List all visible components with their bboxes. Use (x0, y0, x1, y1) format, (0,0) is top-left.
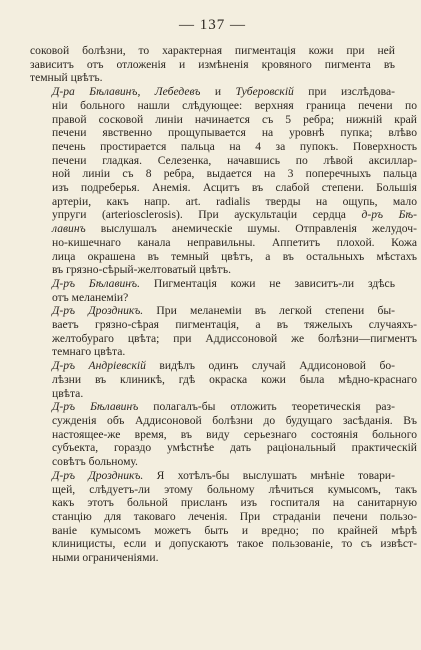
text-run: Я хотѣлъ-бы выслушать мнѣніе товари- (143, 468, 395, 482)
text-run: изъ подреберья. Анемія. Асцитъ въ слабой степени. Большія (52, 181, 417, 195)
text-line (30, 58, 395, 72)
speaker-name: Туберовскій (235, 85, 294, 99)
text-line (30, 153, 417, 168)
text-run: упруги (arteriosclerosis). При аускультаціи сердца (52, 208, 362, 222)
speaker-name: Д-ра Бѣлавинъ, Лебедевъ (52, 85, 201, 99)
text-line (30, 427, 417, 442)
text-run: желтобураго цвѣта; при Аддиссоновой же болѣзни—пигментъ (52, 331, 417, 345)
text-run: въ грязно-сѣрый-желтоватый цвѣтъ. (52, 263, 232, 277)
text-line (30, 551, 395, 565)
text-line (30, 194, 417, 209)
text-line (30, 331, 417, 346)
text-line (30, 249, 417, 264)
text-line (30, 167, 417, 181)
speaker-name: д-ръ Бѣ- (361, 208, 417, 222)
text-run: ными ограниченіями. (52, 551, 159, 565)
text-line (30, 387, 395, 401)
text-line (30, 112, 417, 127)
paragraph (30, 400, 417, 469)
text-run: соковой болѣзни, то характерная пигментація кожи при ней (30, 44, 395, 57)
text-line (30, 208, 417, 222)
text-line (30, 304, 395, 318)
text-line (30, 98, 417, 113)
text-run: темнаго цвѣта. (52, 345, 126, 359)
text-run: печени явственно прощупывается на уровнѣ пупка; влѣво (52, 126, 417, 140)
speaker-name: Д-ръ Дроздникъ. (52, 304, 144, 318)
text-line (30, 291, 395, 305)
text-line (30, 455, 395, 469)
text-line (30, 44, 395, 58)
speaker-name: Д-ръ Андріевскій (52, 359, 146, 373)
text-run: но-кишечнаго канала неправильны. Аппетитъ плохой. Кожа (52, 235, 417, 249)
speaker-name: Д-ръ Бѣлавинъ. (52, 276, 140, 290)
text-run: При меланеміи въ легкой степени бы- (143, 304, 396, 318)
text-run: Пигментація кожи не зависитъ-ли здѣсь (139, 276, 395, 290)
text-run: отъ меланеміи? (52, 290, 129, 304)
text-line (30, 413, 417, 428)
text-line (30, 126, 417, 140)
text-run: зависитъ отъ отложенія и измѣненія кровяного пигмента въ (30, 57, 395, 71)
text-run: клиницисты, если и допускаютъ такое пользованіе, то съ извѣст- (52, 537, 417, 551)
paragraph (30, 85, 417, 277)
text-line (30, 318, 417, 332)
text-run: ной линіи съ 8 ребра, выдается на 3 поперечныхъ пальца (52, 167, 417, 181)
text-run: цвѣта. (52, 386, 84, 400)
text-line (30, 400, 395, 414)
paragraph (30, 44, 395, 85)
text-run: печень простирается пальца на 4 за пупокъ. Поверхность (52, 139, 417, 153)
text-run: темный цвѣтъ. (30, 71, 103, 85)
paragraph (30, 277, 395, 304)
paragraph (30, 359, 417, 400)
text-run: лица окрашена въ темный цвѣтъ, а въ остальныхъ мѣстахъ (52, 249, 417, 263)
speaker-name: Д-ръ Дроздникъ. (52, 468, 144, 482)
text-run: ваетъ грязно-сѣрая пигментація, а въ тяжелыхъ случаяхъ- (52, 318, 417, 332)
text-run: щей, слѣдуетъ-ли этому больному лѣчиться кумысомъ, такъ (52, 482, 417, 496)
text-line (30, 372, 417, 387)
speaker-name: Д-ръ Бѣлавинъ (52, 400, 139, 414)
text-run: видѣлъ одинъ случай Аддисоновой бо- (145, 359, 396, 373)
paragraph (30, 468, 417, 565)
text-line (30, 263, 395, 277)
text-line (30, 496, 417, 510)
text-run: полагалъ-бы отложить теоретическія раз- (138, 400, 395, 414)
text-run: при изслѣдова- (293, 85, 395, 99)
speaker-name: лавинъ (52, 222, 86, 236)
text-line (30, 345, 395, 359)
text-run: субъекта, гораздо умѣстнѣе дать раціональный практическій (52, 441, 417, 455)
text-run: ваніе кумысомъ можетъ быть и вредно; по крайней мѣрѣ (52, 523, 417, 537)
text-line (30, 85, 395, 99)
text-line (30, 235, 417, 250)
text-line (30, 277, 395, 291)
text-run: выслушалъ анемическіе шумы. Отправленія желудоч- (85, 222, 417, 236)
text-run: и (200, 85, 236, 99)
text-line (30, 469, 395, 483)
text-line (30, 537, 417, 551)
text-run: совѣтъ больному. (52, 455, 138, 469)
text-line (30, 482, 417, 497)
text-line (30, 359, 395, 373)
page-body (30, 44, 417, 565)
text-run: правой сосковой линіи начинается съ 5 ребра; нижній край (52, 112, 417, 126)
text-line (30, 71, 395, 85)
text-line (30, 181, 417, 195)
text-line (30, 222, 417, 236)
paragraph (30, 304, 417, 359)
text-run: ніи больного нашли слѣдующее: верхняя граница печени по (52, 98, 417, 112)
text-run: настоящее-же время, въ виду серьезнаго состоянія больного (52, 427, 417, 441)
page-number: — 137 — (179, 17, 246, 33)
text-run: лѣзни въ клиникѣ, гдѣ окраска кожи была мѣдно-краснаго (52, 372, 417, 386)
text-run: станцію для таковаго леченія. При страданіи печени пользо- (52, 509, 417, 523)
text-line (30, 441, 417, 455)
text-line (30, 509, 417, 524)
text-run: артеріи, какъ напр. art. radialis тверды на ощупь, мало (52, 194, 417, 208)
text-run: печени гладкая. Селезенка, начавшись по лѣвой аксиллар- (52, 153, 417, 167)
text-run: какъ этотъ больной присланъ изъ госпиталя на санитарную (52, 496, 417, 510)
text-run: сужденія объ Аддисоновой болѣзни до будущаго засѣданія. Въ (52, 413, 417, 427)
text-line (30, 523, 417, 538)
text-line (30, 139, 417, 154)
